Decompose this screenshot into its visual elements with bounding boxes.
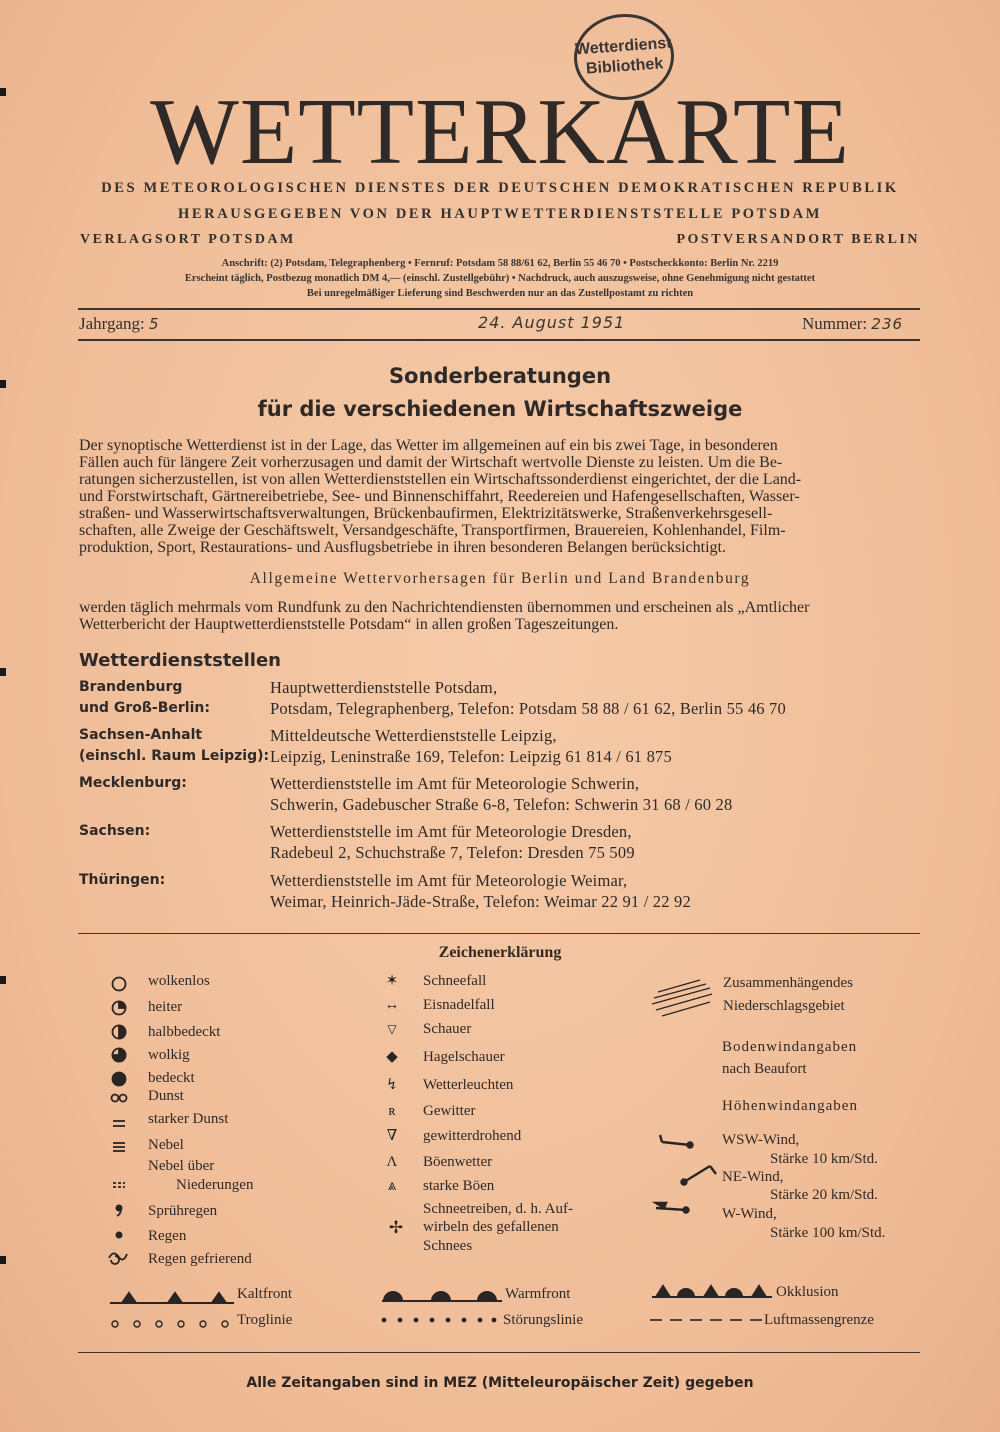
wetterleuchten-icon: ↯ [385,1077,399,1093]
region-line: Mecklenburg: [79,775,187,791]
legend-luftmassengrenze: Luftmassengrenze [764,1312,874,1328]
region-mecklenburg [79,773,187,794]
legend-warmfront: Warmfront [505,1286,571,1302]
paragraph-line: werden täglich mehrmals vom Rundfunk zu den Nachrichtendiensten übernommen und erscheinen als „Amtlicher [79,599,810,616]
legend-wsw-staerke: Stärke 10 km/Std. [770,1151,878,1167]
divider [78,933,920,934]
wolkig-icon [113,1049,126,1062]
eisnadelfall-icon: ↔ [384,997,400,1013]
jahrgang [79,314,160,334]
legend-ne-wind: NE-Wind, [722,1169,784,1185]
legend-kaltfront: Kaltfront [237,1286,292,1302]
regen-icon [116,1232,121,1237]
starker-dunst-icon [113,1121,125,1126]
legend-zusammenhaengendes: Zusammenhängendes [723,975,853,991]
boeenwetter-icon: Λ [386,1154,398,1170]
legend-schneetreiben-2: wirbeln des gefallenen [423,1219,559,1235]
article-paragraph-1 [79,437,921,556]
article-paragraph-2 [79,599,921,633]
legend-eisnadelfall: Eisnadelfall [423,997,495,1013]
office-line: Mitteldeutsche Wetterdienststelle Leipzig, [270,726,557,745]
legend-dunst: Dunst [148,1088,184,1104]
legend-niederungen: Niederungen [176,1177,254,1193]
spruehregen-icon [116,1205,121,1216]
legend-hoehenwind: Höhenwindangaben [722,1098,858,1114]
article-title-2: für die verschiedenen Wirtschaftszweige [257,397,743,421]
legend-spruehregen: Sprühregen [148,1203,218,1219]
office-line: Weimar, Heinrich-Jäde-Straße, Telefon: Weimar 22 91 / 22 92 [270,892,691,911]
legend-boeenwetter: Böenwetter [423,1154,493,1170]
forecast-heading: Allgemeine Wettervorhersagen für Berlin und Land Brandenburg [249,570,751,587]
paragraph-line: produktion, Sport, Restaurations- und Ausflugsbetriebe in ihren besonderen Belangen berücksichtigt. [79,539,726,556]
legend-heiter: heiter [148,999,183,1015]
wsw-wind-icon [660,1135,693,1148]
troglinie-icon [112,1321,228,1327]
legend-troglinie: Troglinie [237,1312,293,1328]
office-line: Wetterdienststelle im Amt für Meteorologie Weimar, [270,871,628,890]
office-weimar [270,870,691,912]
paragraph-line: straßen- und Wasserwirtschaftsverwaltungen, Brückenbaufirmen, Elektrizitätswerke, Straßenverkehrsgesell- [79,505,773,522]
legend-starke-boeen: starke Böen [423,1178,495,1194]
legend-regen-gefrierend: Regen gefrierend [148,1251,252,1267]
info-line-1: Anschrift: (2) Potsdam, Telegraphenberg • Fernruf: Potsdam 58 88/61 62, Berlin 55 46 70 • Postscheckkonto: Berlin Nr. 2219 [221,258,779,269]
nummer [802,314,903,334]
legend-halbbedeckt: halbbedeckt [148,1024,221,1040]
gewitter-icon: ʀ [388,1103,396,1119]
article-title-1: Sonderberatungen [388,364,612,388]
halbbedeckt-icon [113,1026,126,1039]
gewitterdrohend-icon: ∇ [386,1128,398,1144]
office-dresden [270,821,635,863]
legend-bedeckt: bedeckt [148,1070,195,1086]
divider [78,339,920,341]
wolkenlos-icon [113,978,126,991]
legend-wetterleuchten: Wetterleuchten [423,1077,514,1093]
punch-hole [0,1256,6,1264]
legend-title: Zeichenerklärung [438,944,562,961]
office-line: Schwerin, Gadebuscher Straße 6-8, Telefon: Schwerin 31 68 / 60 28 [270,795,733,814]
legend-stoerungslinie: Störungslinie [503,1312,584,1328]
region-thueringen [79,870,165,891]
office-line: Radebeul 2, Schuchstraße 7, Telefon: Dresden 75 509 [270,843,635,862]
wind-arrows [650,1130,722,1220]
paragraph-line: Wetterbericht der Hauptwetterdienststelle Potsdam“ in allen großen Tageszeitungen. [79,616,619,633]
stoerungslinie-icon [383,1319,496,1322]
hagelschauer-icon: ◆ [386,1049,398,1065]
region-line: Sachsen-Anhalt [79,727,203,743]
region-line: Thüringen: [79,872,166,888]
verlagsort: VERLAGSORT POTSDAM [80,232,296,247]
heiter-icon [113,1002,126,1015]
legend-ne-staerke: Stärke 20 km/Std. [770,1187,878,1203]
bodennebel-icon [113,1183,125,1187]
schneefall-icon: ✶ [385,973,399,989]
paragraph-line: schaften, alle Zweige der Geschäftswelt, Versandgeschäfte, Transportfirmen, Brauereien, Kohlenhandel, Film- [79,522,786,539]
legend-schneetreiben-1: Schneetreiben, d. h. Auf- [423,1201,573,1217]
regen-gefrierend-icon [109,1253,127,1264]
paragraph-line: Der synoptische Wetterdienst ist in der Lage, das Wetter im allgemeinen auf ein bis zwei Tage, in besonderen [79,437,778,454]
legend-wolkig: wolkig [148,1047,190,1063]
legend-gewitter: Gewitter [423,1103,476,1119]
stamp-line-1: Wetterdienst [574,34,673,59]
nummer-value: 236 [871,315,904,333]
legend-schneetreiben-3: Schnees [423,1238,473,1254]
dienststellen-heading: Wetterdienststellen [79,650,281,671]
office-line: Leipzig, Leninstraße 169, Telefon: Leipzig 61 814 / 61 875 [270,747,672,766]
kaltfront-icon [110,1293,234,1303]
ne-wind-icon [682,1166,717,1185]
office-leipzig [270,725,672,767]
punch-hole [0,976,6,984]
okklusion-icon [652,1286,772,1297]
legend-hagelschauer: Hagelschauer [423,1049,505,1065]
legend-nebel: Nebel [148,1137,184,1153]
jahrgang-value: 5 [149,315,160,333]
warmfront-icon [382,1292,502,1301]
legend-wolkenlos: wolkenlos [148,973,210,989]
region-sachsen-anhalt [79,725,269,767]
legend-schneefall: Schneefall [423,973,487,989]
office-line: Wetterdienststelle im Amt für Meteorologie Schwerin, [270,774,640,793]
masthead-subtitle-1: DES METEOROLOGISCHEN DIENSTES DER DEUTSCHEN DEMOKRATISCHEN REPUBLIK [101,180,899,196]
postversandort: POSTVERSANDORT BERLIN [676,232,920,247]
footer-note: Alle Zeitangaben sind in MEZ (Mitteleuropäischer Zeit) gegeben [246,1375,754,1391]
region-line: (einschl. Raum Leipzig): [79,748,270,764]
region-line: Sachsen: [79,823,151,839]
legend-wsw-wind: WSW-Wind, [722,1132,800,1148]
legend-cloud-symbols [105,972,135,1272]
front-symbols-middle [380,1284,504,1336]
nummer-label: Nummer: [802,314,868,333]
punch-hole [0,668,6,676]
dunst-icon [112,1095,127,1102]
info-line-2: Erscheint täglich, Postbezug monatlich DM 4,— (einschl. Zustellgebühr) • Nachdruck, auch auszugsweise, ohne Genehmigung nicht gestattet [184,273,816,284]
region-line: und Groß-Berlin: [79,700,210,716]
region-brandenburg [79,677,210,719]
masthead-subtitle-2: HERAUSGEGEBEN VON DER HAUPTWETTERDIENSTSTELLE POTSDAM [177,206,823,222]
masthead-title: WETTERKARTE [150,80,850,184]
legend-niederschlagsgebiet: Niederschlagsgebiet [723,998,845,1014]
starke-boeen-icon: ⩓ [387,1178,397,1194]
stamp-line-2: Bibliothek [585,55,664,78]
legend-bodenwind-2: nach Beaufort [722,1061,807,1077]
divider [78,308,920,310]
divider [78,1352,920,1353]
paragraph-line: Fällen auch für längere Zeit vorherzusagen und damit der Wirtschaft wertvolle Dienste zu leisten. Um die Be- [79,454,783,471]
bedeckt-icon [113,1073,126,1086]
office-line: Potsdam, Telegraphenberg, Telefon: Potsdam 58 88 / 61 62, Berlin 55 46 70 [270,699,786,718]
legend-bodenwind-1: Bodenwindangaben [722,1039,858,1055]
info-line-3: Bei unregelmäßiger Lieferung sind Beschwerden nur an das Zustellpostamt zu richten [306,288,694,299]
office-schwerin [270,773,732,815]
region-line: Brandenburg [79,679,183,695]
legend-schauer: Schauer [423,1021,472,1037]
front-symbols-left [108,1284,238,1336]
paragraph-line: ratungen sicherzustellen, ist von allen Wetterdienststellen ein Wirtschaftssonderdienst eingerichtet, der die Land- [79,471,802,488]
legend-okklusion: Okklusion [776,1284,839,1300]
w-wind-icon [656,1203,689,1213]
office-line: Hauptwetterdienststelle Potsdam, [270,678,498,697]
region-sachsen [79,821,150,842]
legend-regen: Regen [148,1228,187,1244]
legend-w-wind: W-Wind, [722,1206,777,1222]
front-symbols-right [650,1280,776,1334]
office-line: Wetterdienststelle im Amt für Meteorologie Dresden, [270,822,632,841]
legend-starker-dunst: starker Dunst [148,1111,229,1127]
schauer-icon: ▽ [387,1022,397,1036]
jahrgang-label: Jahrgang: [79,314,145,333]
legend-gewitterdrohend: gewitterdrohend [423,1128,522,1144]
nebel-icon [113,1143,125,1151]
legend-w-staerke: Stärke 100 km/Std. [770,1225,886,1241]
legend-nebel-ueber: Nebel über [148,1158,215,1174]
office-potsdam [270,677,786,719]
schneetreiben-icon: ✢ [388,1218,404,1237]
issue-date: 24. August 1951 [478,313,626,332]
paragraph-line: und Forstwirtschaft, Gärtnereibetriebe, See- und Binnenschiffahrt, Reedereien und Hafengesellschaften, Wasser- [79,488,800,505]
niederschlagsgebiet-icon [650,978,720,1022]
